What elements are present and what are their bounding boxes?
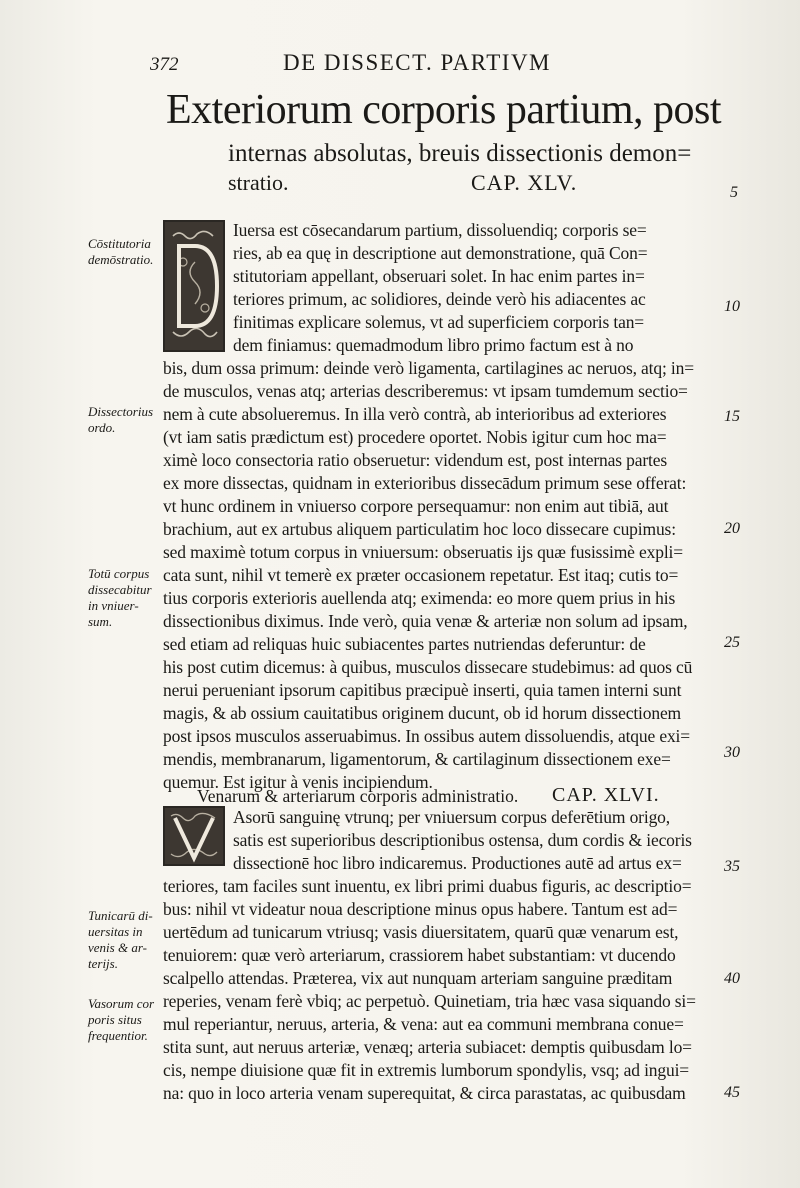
text-line: scalpello attendas. Præterea, vix aut nunquam arteriam sanguine præditam xyxy=(163,968,673,988)
drop-cap-d-ornament xyxy=(163,220,225,352)
text-line: post ipsos musculos asseruabimus. In ossibus autem dissoluendis, atque exi= xyxy=(163,726,690,746)
text-line: bis, dum ossa primum: deinde verò ligamenta, cartilagines ac neruos, atq; in= xyxy=(163,358,694,378)
text-line: na: quo in loco arteria venam superequitat, & circa parastatas, ac quibusdam xyxy=(163,1083,686,1103)
margin-note-line: sum. xyxy=(88,614,113,629)
margin-note-line: frequentior. xyxy=(88,1028,148,1043)
text-line: nerui perueniant ipsorum capitibus præcipuè inserti, quia tamen interni sunt xyxy=(163,680,682,700)
text-line: mul reperiantur, neruus, arteria, & vena: aut ea communi membrana conue= xyxy=(163,1014,684,1034)
chapter-title-line-3 xyxy=(228,170,578,196)
margin-note-line: Vasorum cor xyxy=(88,996,155,1011)
margin-note-line: venis & ar- xyxy=(88,940,147,955)
text-line: teriores, tam faciles sunt inuentu, ex libri primi duabus figuris, ac descriptio= xyxy=(163,876,692,896)
text-line: de musculos, venas atq; arterias describeremus: vt ipsam tumdemum sectio= xyxy=(163,381,688,401)
chapter-label: CAP. XLV. xyxy=(471,170,578,195)
text-line: cata sunt, nihil vt temerè ex præter occasionem repetatur. Est itaq; cutis to= xyxy=(163,565,679,585)
margin-note-line: Dissectorius xyxy=(88,404,153,419)
margin-note xyxy=(88,404,153,436)
text-line: dissectionibus diximus. Inde verò, quia venæ & arteriæ non solum ad ipsam, xyxy=(163,611,688,631)
text-line: tenuiorem: quæ verò arteriarum, crassiorem habet substantiam: vt ducendo xyxy=(163,945,676,965)
line-number: 20 xyxy=(724,520,740,537)
text-line: ex more dissectas, quidnam in exterioribus dissecādum primum sese offerat: xyxy=(163,473,687,493)
text-line: uertēdum ad tunicarum vtriusq; vasis diuersitatem, quarū quæ venarum est, xyxy=(163,922,679,942)
line-number: 5 xyxy=(730,184,738,201)
margin-note-line: uersitas in xyxy=(88,924,143,939)
margin-note xyxy=(88,908,153,972)
text-line: satis est superioribus descriptionibus ostensa, dum cordis & iecoris xyxy=(233,830,692,850)
chapter-title-line-2: internas absolutas, breuis dissectionis demon= xyxy=(228,140,692,167)
page-number: 372 xyxy=(150,54,179,75)
margin-note xyxy=(88,236,153,268)
line-number: 30 xyxy=(724,744,740,761)
margin-note-line: Tunicarū di- xyxy=(88,908,153,923)
text-line: quemur. Est igitur à venis incipiendum. xyxy=(163,772,433,792)
margin-note-line: demōstratio. xyxy=(88,252,154,267)
text-line: vt hunc ordinem in vniuerso corpore persequamur: non enim aut tibiā, aut xyxy=(163,496,669,516)
text-line: ximè loco consectoria ratio obseruetur: videndum est, post internas partes xyxy=(163,450,668,470)
margin-note xyxy=(88,566,152,630)
text-line: bus: nihil vt videatur noua descriptione minus opus habere. Tantum est ad= xyxy=(163,899,678,919)
text-line: stitutoriam appellant, obseruari solet. In hac enim partes in= xyxy=(233,266,645,286)
line-number: 35 xyxy=(724,858,740,875)
running-title: DE DISSECT. PARTIVM xyxy=(283,50,552,75)
chapter-title-line-3-text: stratio. xyxy=(228,170,289,195)
margin-note-line: Totū corpus xyxy=(88,566,150,581)
page-header xyxy=(150,50,790,84)
text-line: dem finiamus: quemadmodum libro primo factum est à no xyxy=(233,335,634,355)
text-line: dissectionē hoc libro indicaremus. Productiones autē ad artus ex= xyxy=(233,853,682,873)
section-chapter-label: CAP. XLVI. xyxy=(552,784,660,806)
text-line: mendis, membranarum, ligamentorum, & cartilaginum dissectionem exe= xyxy=(163,749,671,769)
text-line: sed maximè totum corpus in vniuersum: obseruatis ijs quæ fusissimè expli= xyxy=(163,542,683,562)
section-heading xyxy=(197,784,660,807)
margin-note-line: ordo. xyxy=(88,420,116,435)
text-line: sed etiam ad reliquas huic subiacentes partes nutriendas deferuntur: de xyxy=(163,634,646,654)
line-number: 10 xyxy=(724,298,740,315)
text-line: stita sunt, aut neruus arteriæ, venæq; arteria subiacet: demptis quibusdam lo= xyxy=(163,1037,692,1057)
text-line: nem à cute absolueremus. In illa verò contrà, ab interioribus ad exteriores xyxy=(163,404,667,424)
line-number: 45 xyxy=(724,1084,740,1101)
text-line: teriores primum, ac solidiores, deinde verò his adiacentes ac xyxy=(233,289,646,309)
margin-note-line: Cōstitutoria xyxy=(88,236,151,251)
text-line: reperies, venam ferè vbiq; ac perpetuò. Quinetiam, tria hæc vasa siquando si= xyxy=(163,991,696,1011)
text-line: finitimas explicare solemus, vt ad superficiem corporis tan= xyxy=(233,312,645,332)
drop-cap-v-ornament xyxy=(163,806,225,866)
text-line: Asorū sanguinę vtrunq; per vniuersum corpus deferētium origo, xyxy=(233,807,670,827)
text-line: cis, nempe diuisione quæ fit in extremis lumborum spondylis, vsq; ad ingui= xyxy=(163,1060,690,1080)
margin-note-line: in vniuer- xyxy=(88,598,139,613)
text-line: Iuersa est cōsecandarum partium, dissoluendiq; corporis se= xyxy=(233,220,647,240)
line-number: 25 xyxy=(724,634,740,651)
text-line: his post cutim dicemus: à quibus, musculos dissecare studebimus: ad quos cū xyxy=(163,657,693,677)
chapter-title-line-1: Exteriorum corporis partium, post xyxy=(166,87,722,133)
text-line: ries, ab ea quę in descriptione aut demonstratione, quā Con= xyxy=(233,243,648,263)
text-line: magis, & ab ossium cauitatibus originem ducunt, ob id horum dissectionem xyxy=(163,703,682,723)
text-line: brachium, aut ex artubus aliquem particulatim hoc loco dissecare cupimus: xyxy=(163,519,676,539)
margin-note xyxy=(88,996,154,1044)
margin-note-line: poris situs xyxy=(88,1012,142,1027)
text-line: tius corporis exterioris auellenda atq; eximenda: eo more quem prius in his xyxy=(163,588,676,608)
section-heading-text: Venarum & arteriarum corporis administratio. xyxy=(197,786,519,806)
line-number: 15 xyxy=(724,408,740,425)
margin-note-line: dissecabitur xyxy=(88,582,152,597)
margin-note-line: terijs. xyxy=(88,956,118,971)
line-number: 40 xyxy=(724,970,740,987)
text-line: (vt iam satis prædictum est) procedere oportet. Nobis igitur cum hoc ma= xyxy=(163,427,667,447)
